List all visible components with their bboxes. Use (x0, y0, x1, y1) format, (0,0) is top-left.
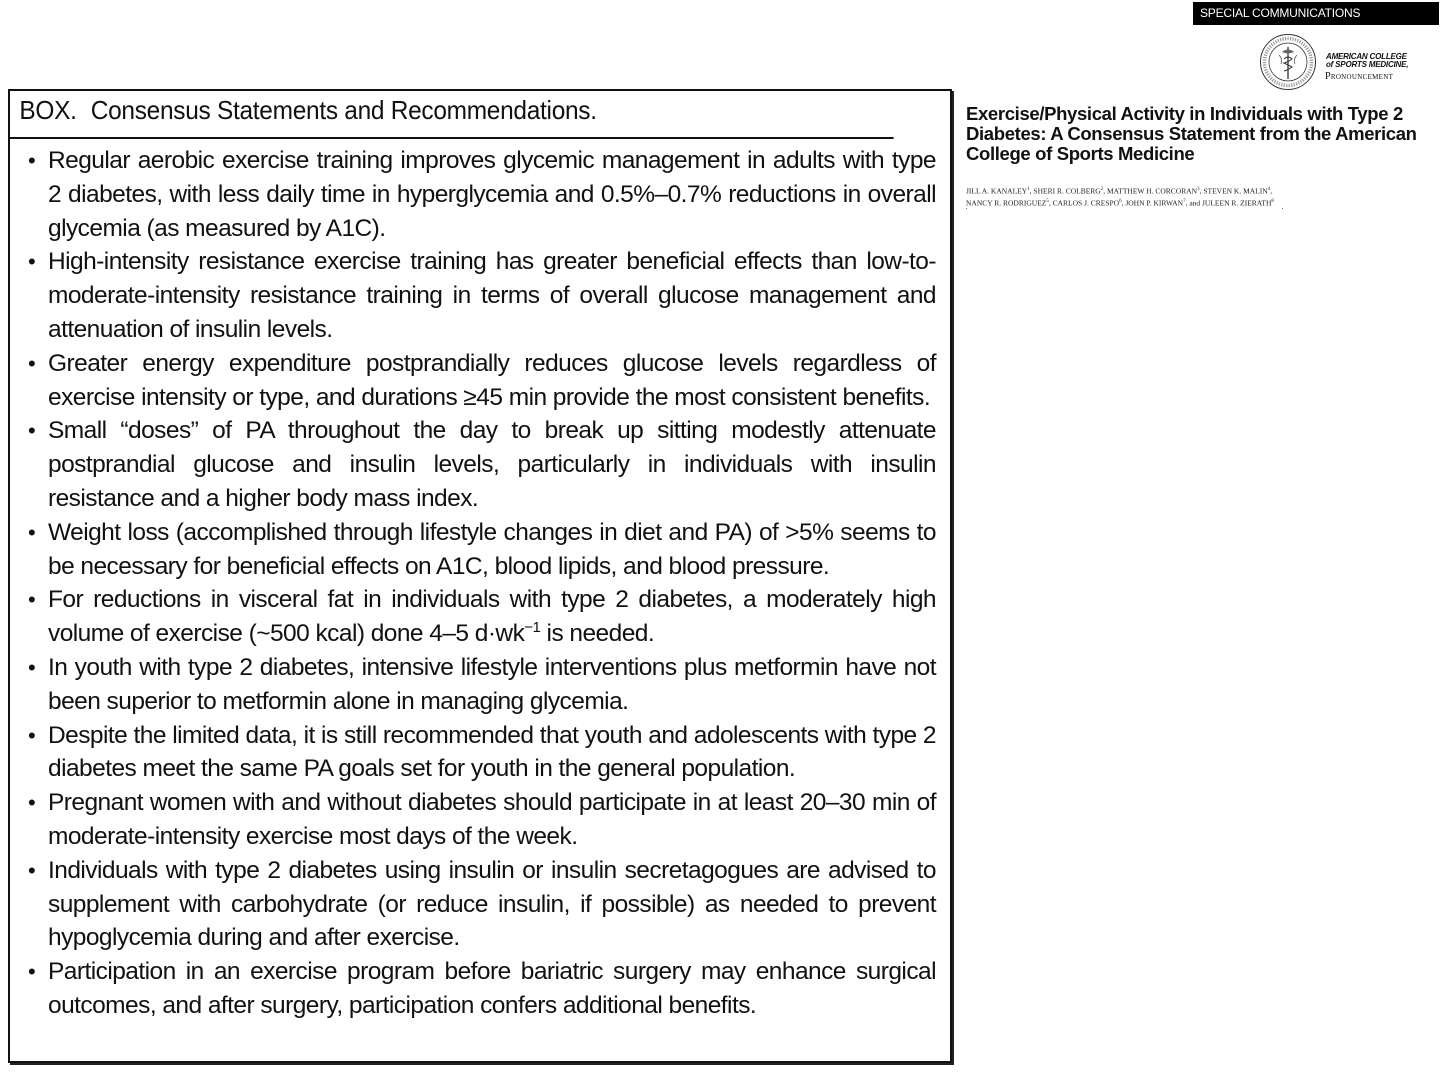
recommendation-item (28, 347, 936, 415)
recommendation-text: High-intensity resistance exercise training has greater beneficial effects than low-to-moderate-intensity resistance training in terms of overall glucose management and attenuation of insulin levels. (48, 248, 936, 343)
bullet-icon: • (28, 654, 36, 680)
superscript: −1 (524, 619, 541, 636)
bullet-icon: • (28, 519, 36, 545)
org-subtitle: Pronouncement (1325, 71, 1394, 82)
author-name: CARLOS J. CRESPO (1052, 198, 1120, 207)
recommendation-item (28, 651, 936, 719)
author-name: and JULEEN R. ZIERATH (1189, 198, 1272, 207)
recommendation-item (28, 516, 936, 584)
recommendation-item (28, 719, 936, 787)
recommendation-text: Weight loss (accomplished through lifestyle changes in diet and PA) of >5% seems to be necessary for beneficial effects on A1C, blood lipids, and blood pressure. (48, 518, 936, 580)
recommendation-list (10, 139, 950, 1023)
bullet-icon: • (28, 857, 36, 883)
author-affiliation: 4 (1267, 187, 1271, 192)
recommendation-text: In youth with type 2 diabetes, intensive lifestyle interventions plus metformin have not been superior to metformin alone in managing glycemia. (48, 653, 936, 715)
rule-dot (1282, 208, 1283, 209)
author-name: SHERI R. COLBERG (1033, 186, 1101, 196)
org-name (1326, 53, 1408, 69)
bullet-icon: • (28, 587, 36, 613)
bullet-icon: • (28, 959, 36, 985)
recommendation-text: For reductions in visceral fat in individuals with type 2 diabetes, a moderately high volume of exercise (~500 kcal) done 4–5 $d\cdot wk^{-1}$ is needed. (48, 586, 936, 648)
org-name-line2: of SPORTS MEDICINE, (1326, 60, 1409, 69)
recommendation-item (28, 955, 936, 1023)
recommendation-text: Despite the limited data, it is still recommended that youth and adolescents with type 2 diabetes meet the same PA goals set for youth in the general population. (48, 721, 936, 783)
box-title: Consensus Statements and Recommendations. (90, 95, 597, 125)
org-name-line1: AMERICAN COLLEGE (1326, 52, 1407, 61)
recommendation-item (28, 854, 936, 955)
author-affiliation: 1 (1027, 187, 1030, 192)
author-affiliation: 5 (1046, 198, 1049, 204)
bullet-icon: • (28, 249, 36, 275)
author-list (966, 185, 1436, 208)
recommendation-text: Greater energy expenditure postprandially reduces glucose levels regardless of exercise intensity or type, and durations ≥45 min provide the most consistent benefits. (48, 349, 936, 411)
author-name: NANCY R. RODRIGUEZ (966, 198, 1047, 207)
recommendation-text: Regular aerobic exercise training improves glycemic management in adults with type 2 diabetes, with less daily time in hyperglycemia and 0.5%–0.7% reductions in overall glycemia (as measured by A1C). (48, 147, 936, 242)
author-affiliation: 8 (1271, 198, 1274, 204)
author-line: JILL A. KANALEY$^1$, SHERI R. COLBERG$^2$, MATTHEW H. CORCORAN$^3$, STEVEN K. MALIN$^4$, (966, 186, 1273, 196)
author-affiliation: 6 (1119, 198, 1122, 204)
author-name: JILL A. KANALEY (966, 186, 1028, 196)
bullet-icon: • (28, 790, 36, 816)
rule-dot (966, 208, 967, 209)
consensus-box (8, 89, 952, 1063)
article-title: Exercise/Physical Activity in Individuals with Type 2 Diabetes: A Consensus Statement from the American College of Sports Medicine (966, 103, 1417, 164)
author-affiliation: 3 (1197, 187, 1200, 192)
recommendation-item (28, 414, 936, 515)
recommendation-text: Participation in an exercise program before bariatric surgery may enhance surgical outcomes, and after surgery, participation confers additional benefits. (48, 958, 936, 1019)
author-name: MATTHEW H. CORCORAN (1106, 186, 1198, 196)
recommendation-item (28, 245, 936, 346)
author-affiliation: 2 (1100, 187, 1104, 192)
bullet-icon: • (28, 418, 36, 444)
box-header (10, 91, 894, 139)
recommendation-item (28, 583, 936, 651)
author-name: STEVEN K. MALIN (1203, 186, 1268, 196)
author-line: NANCY R. RODRIGUEZ$^5$, CARLOS J. CRESPO$^6$, JOHN P. KIRWAN$^7$, and JULEEN R. ZIERATH$^8$ (966, 198, 1274, 207)
recommendation-item (28, 786, 936, 854)
recommendation-text: Individuals with type 2 diabetes using insulin or insulin secretagogues are advised to supplement with carbohydrate (or reduce insulin, if possible) as needed to prevent hypoglycemia during and after exercise. (48, 856, 936, 952)
bullet-icon: • (28, 148, 36, 173)
bullet-icon: • (28, 350, 36, 376)
bullet-icon: • (28, 722, 36, 748)
acsm-seal-icon (1259, 33, 1317, 91)
box-label: BOX. (19, 95, 77, 125)
author-name: JOHN P. KIRWAN (1125, 198, 1184, 207)
recommendation-item (28, 144, 936, 245)
recommendation-text: Pregnant women with and without diabetes should participate in at least 20–30 min of moderate-intensity exercise most days of the week. (48, 789, 936, 850)
section-tag: SPECIAL COMMUNICATIONS (1193, 2, 1439, 25)
recommendation-text: Small “doses” of PA throughout the day to break up sitting modestly attenuate postprandial glucose and insulin levels, particularly in individuals with insulin resistance and a higher body mass index. (48, 417, 936, 512)
author-affiliation: 7 (1183, 198, 1186, 204)
